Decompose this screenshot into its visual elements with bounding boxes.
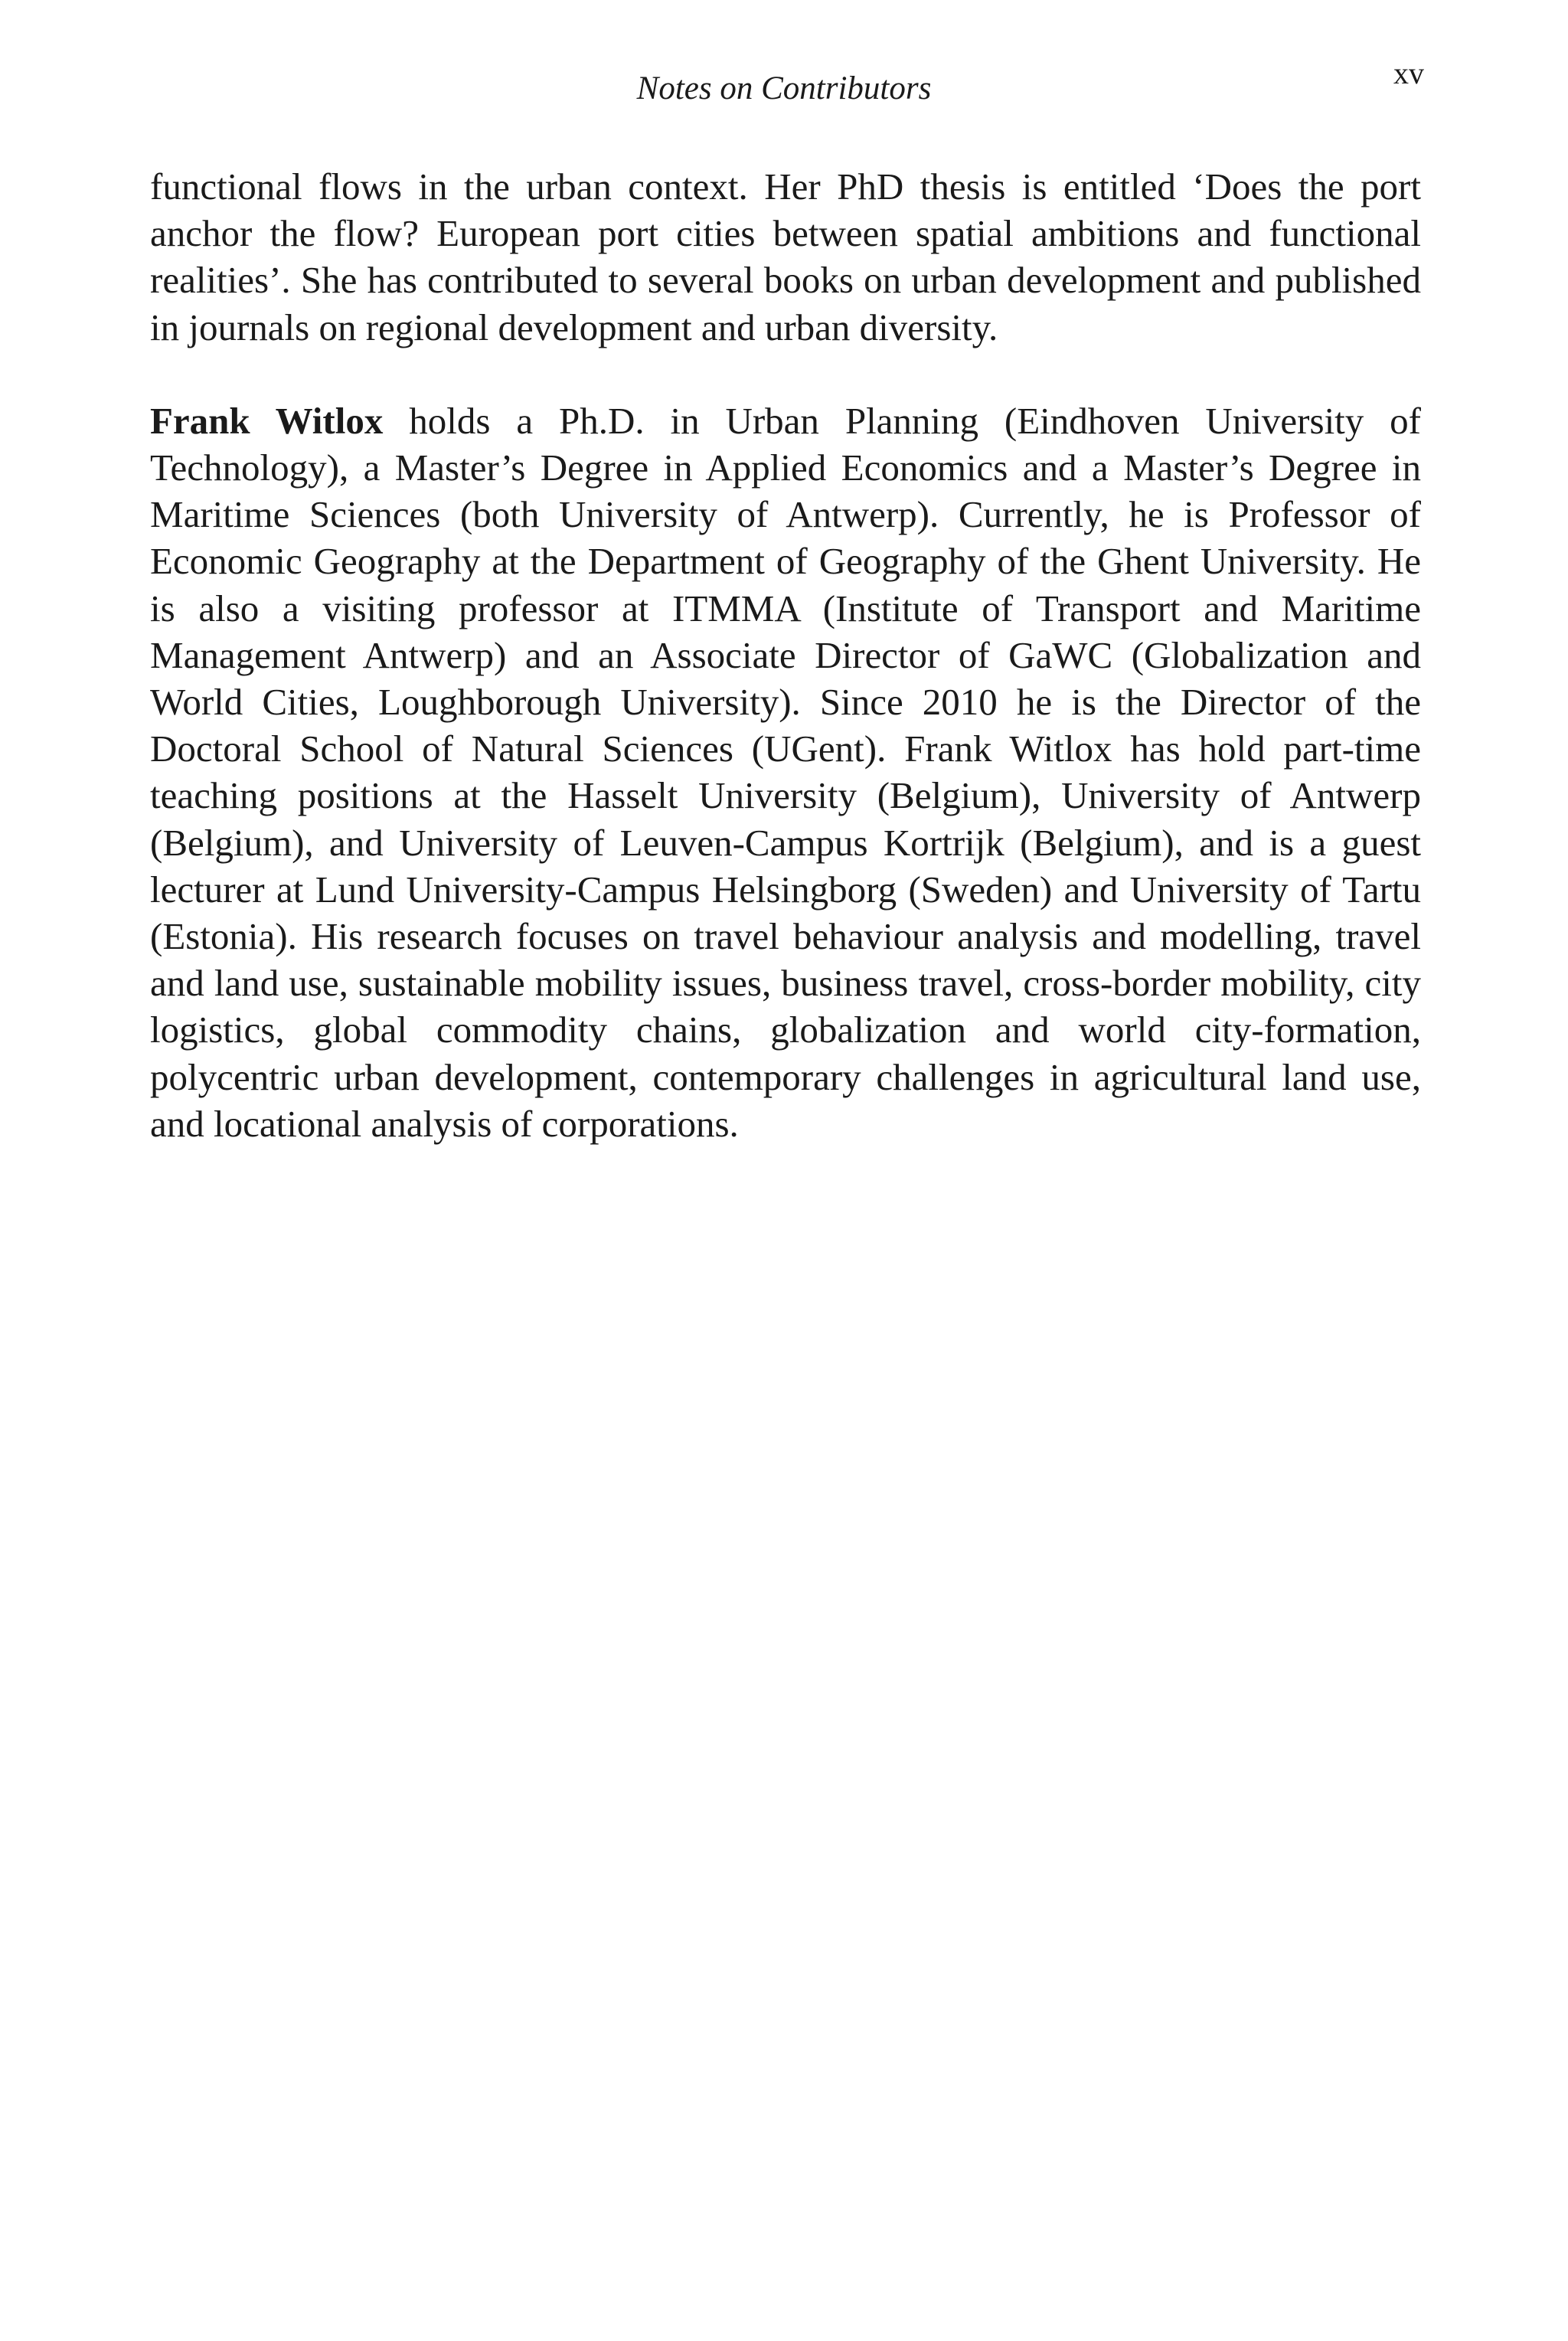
contributor-paragraph-continued bbox=[150, 163, 1421, 351]
paragraph-text: functional flows in the urban context. Her PhD thesis is entitled ‘Does the port anchor the flow? European port cities between spatial ambitions and functional realities’. She has contributed to several books on urban development and published in journals on regional development and urban diversity. bbox=[150, 165, 1421, 348]
contributor-notes-body bbox=[150, 163, 1421, 1147]
contributor-paragraph-frank-witlox bbox=[150, 397, 1421, 1147]
page-number: xv bbox=[1393, 56, 1424, 90]
running-head-title: Notes on Contributors bbox=[636, 70, 932, 106]
paragraph-text: holds a Ph.D. in Urban Planning (Eindhoven University of Technology), a Master’s Degree in Applied Economics and a Master’s Degree in Maritime Sciences (both University of Antwerp). Currently, he is Professor of Economic Geography at the Department of Geography of the Ghent University. He is also a visiting professor at ITMMA (Institute of Transport and Maritime Management Antwerp) and an Associate Director of GaWC (Globalization and World Cities, Loughborough University). Since 2010 he is the Director of the Doctoral School of Natural Sciences (UGent). Frank Witlox has hold part-time teaching positions at the Hasselt University (Belgium), University of Antwerp (Belgium), and University of Leuven-Campus Kortrijk (Belgium), and is a guest lecturer at Lund University-Campus Helsingborg (Sweden) and University of Tartu (Estonia). His research focuses on travel behaviour analysis and modelling, travel and land use, sustainable mobility issues, business travel, cross-border mobility, city logistics, global commodity chains, globalization and world city-formation, polycentric urban development, contemporary challenges in agricultural land use, and locational analysis of corporations. bbox=[150, 399, 1421, 1145]
contributor-name: Frank Witlox bbox=[150, 399, 384, 442]
